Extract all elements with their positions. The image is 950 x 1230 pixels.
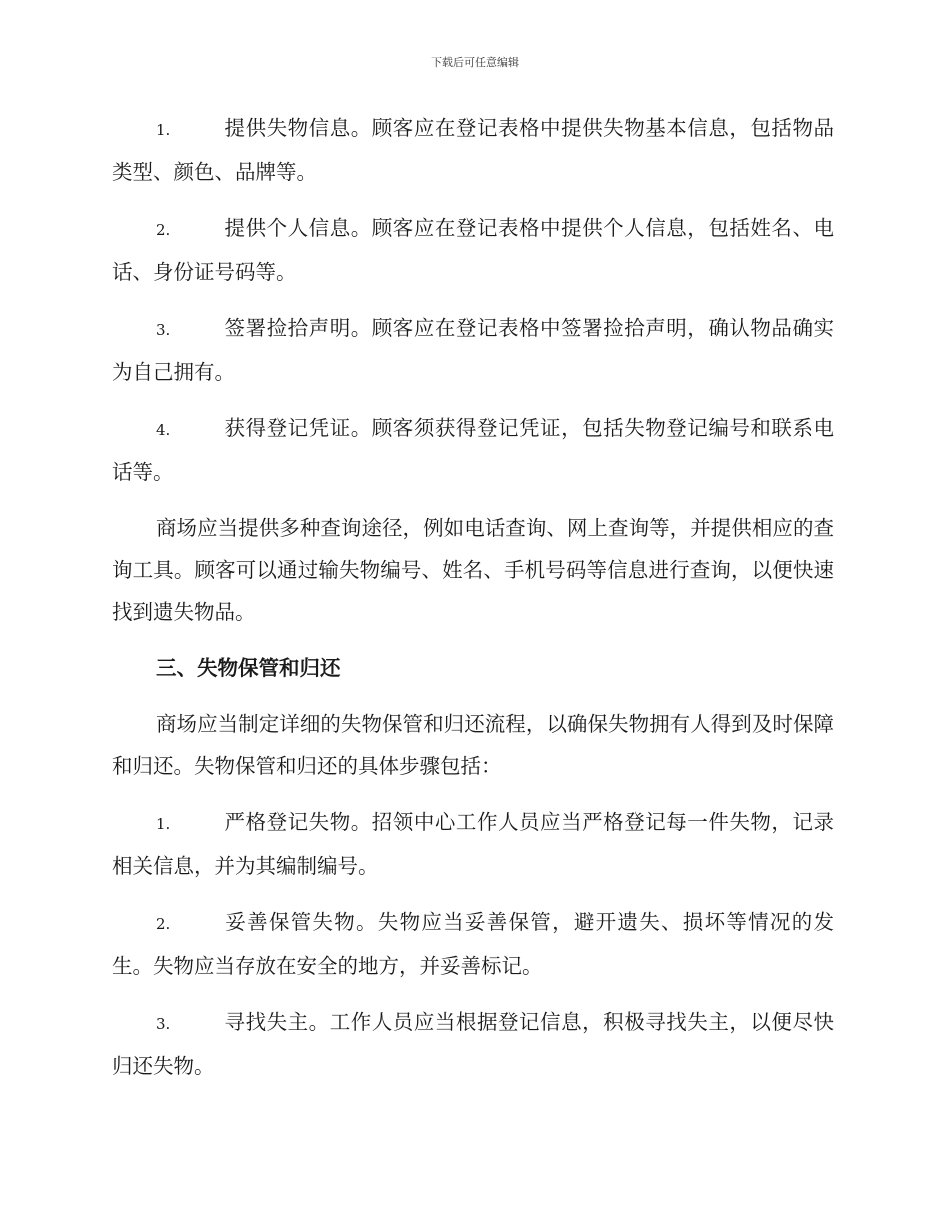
page-header: 下载后可任意编辑 [431, 56, 519, 69]
list-number: 4. [156, 421, 171, 439]
list-text: 签署捡拾声明。顾客应在登记表格中签署捡拾声明，确认物品确实为自己拥有。 [112, 316, 834, 384]
list-number: 1. [156, 121, 171, 139]
list-item [112, 207, 834, 293]
list-number: 2. [156, 221, 171, 239]
paragraph-query: 商场应当提供多种查询途径，例如电话查询、网上查询等，并提供相应的查询工具。顾客可以通过输失物编号、姓名、手机号码等信息进行查询，以便快速找到遗失物品。 [112, 516, 834, 624]
list-text: 严格登记失物。招领中心工作人员应当严格登记每一件失物，记录相关信息，并为其编制编号。 [112, 810, 834, 878]
list-number: 3. [156, 1015, 171, 1033]
list-text: 提供个人信息。顾客应在登记表格中提供个人信息，包括姓名、电话、身份证号码等。 [112, 216, 834, 284]
list-text: 获得登记凭证。顾客须获得登记凭证，包括失物登记编号和联系电话等。 [112, 416, 834, 484]
section-heading: 三、失物保管和归还 [156, 656, 341, 680]
list-item [112, 901, 834, 987]
list-item [112, 107, 834, 193]
document-body [112, 107, 834, 1101]
list-item [112, 1001, 834, 1087]
paragraph-process: 商场应当制定详细的失物保管和归还流程，以确保失物拥有人得到及时保障和归还。失物保管和归还的具体步骤包括： [112, 712, 834, 778]
list-number: 3. [156, 321, 171, 339]
list-text: 寻找失主。工作人员应当根据登记信息，积极寻找失主，以便尽快归还失物。 [112, 1010, 834, 1078]
list-number: 2. [156, 915, 171, 933]
list-text: 妥善保管失物。失物应当妥善保管，避开遗失、损坏等情况的发生。失物应当存放在安全的地方，并妥善标记。 [112, 910, 834, 978]
list-item [112, 407, 834, 493]
list-item [112, 307, 834, 393]
list-item [112, 801, 834, 887]
list-text: 提供失物信息。顾客应在登记表格中提供失物基本信息，包括物品类型、颜色、品牌等。 [112, 116, 834, 184]
list-number: 1. [156, 815, 171, 833]
